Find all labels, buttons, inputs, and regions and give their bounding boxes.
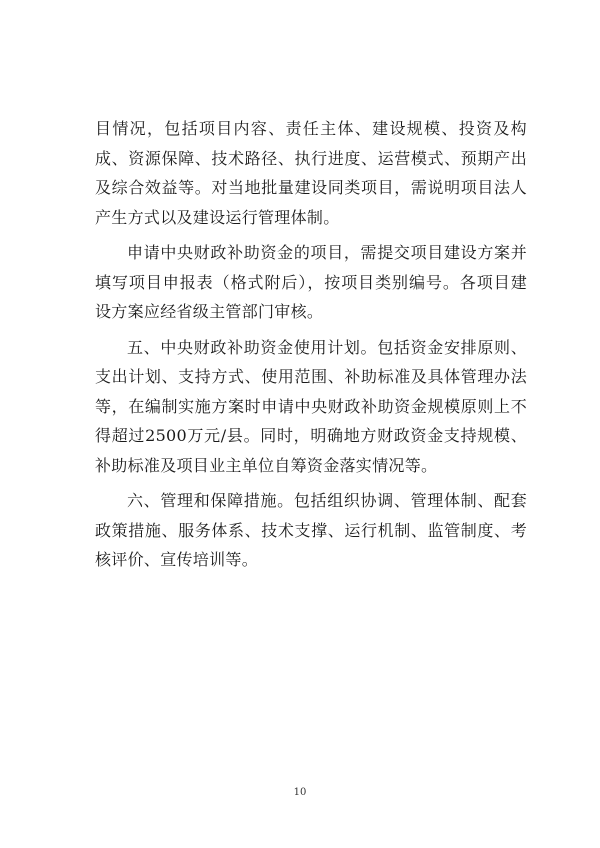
paragraph-continuation: 目情况，包括项目内容、责任主体、建设规模、投资及构成、资源保障、技术路径、执行进度、运营模式、预期产出及综合效益等。对当地批量建设同类项目，需说明项目法人产生方式以及建设运行管理体制。 [95,119,527,227]
paragraph-section-five: 五、中央财政补助资金使用计划。包括资金安排原则、支出计划、支持方式、使用范围、补助标准及具体管理办法等，在编制实施方案时申请中央财政补助资金规模原则上不得超过2500万元/县。同时，明确地方财政资金支持规模、补助标准及项目业主单位自筹资金落实情况等。 [95,337,527,475]
document-body [95,114,527,581]
paragraph-section-six: 六、管理和保障措施。包括组织协调、管理体制、配套政策措施、服务体系、技术支撑、运行机制、监管制度、考核评价、宣传培训等。 [95,491,527,569]
page-number: 10 [293,787,307,798]
paragraph-application: 申请中央财政补助资金的项目，需提交项目建设方案并填写项目申报表（格式附后），按项目类别编号。各项目建设方案应经省级主管部门审核。 [95,243,527,321]
